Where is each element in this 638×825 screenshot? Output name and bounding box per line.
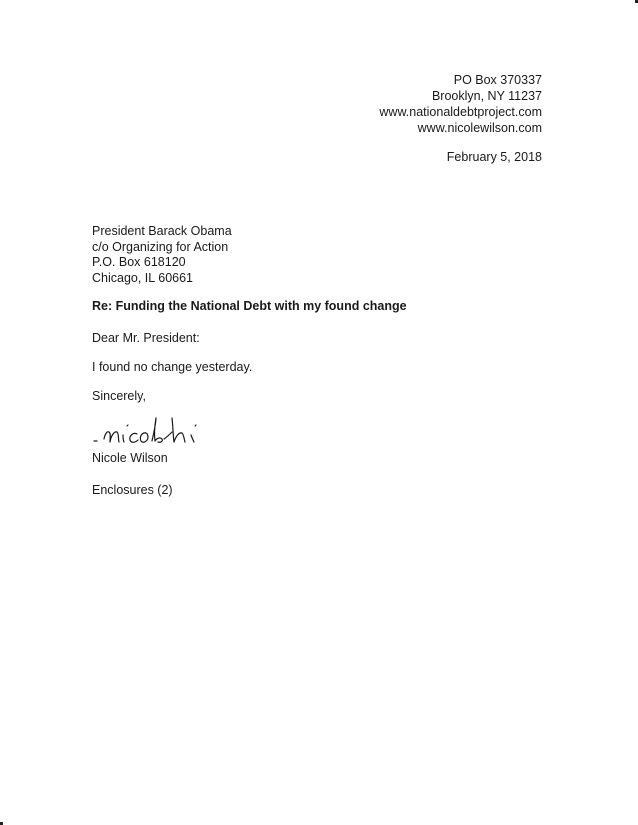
recipient-po-box: P.O. Box 618120 (92, 255, 186, 269)
sender-address-block (379, 72, 542, 136)
subject-line: Re: Funding the National Debt with my found change (92, 299, 407, 313)
signer-name: Nicole Wilson (92, 451, 168, 465)
recipient-name: President Barack Obama (92, 224, 232, 238)
recipient-care-of: c/o Organizing for Action (92, 239, 229, 254)
recipient-city-line: Chicago, IL 60661 (92, 270, 194, 285)
sender-po-box: PO Box 370337 (453, 73, 542, 87)
handwritten-signature (92, 408, 252, 450)
closing: Sincerely, (92, 389, 146, 403)
body-paragraph: I found no change yesterday. (92, 360, 253, 374)
recipient-address-block (92, 224, 232, 286)
sender-website-2: www.nicolewilson.com (417, 121, 542, 135)
sender-city-line: Brooklyn, NY 11237 (431, 89, 542, 103)
salutation: Dear Mr. President: (92, 331, 200, 345)
sender-website-1: www.nationaldebtproject.com (379, 105, 542, 119)
letter-date: February 5, 2018 (446, 150, 542, 164)
enclosures-note: Enclosures (2) (92, 483, 173, 497)
